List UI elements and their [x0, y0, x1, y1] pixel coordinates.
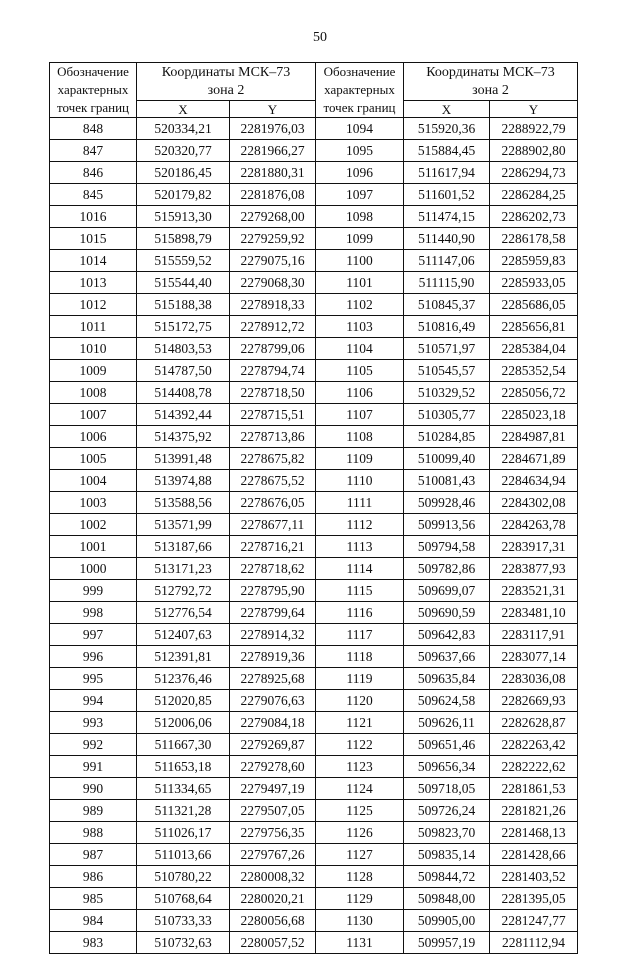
point-id-left: 986: [50, 866, 137, 888]
x-value-left: 513991,48: [137, 448, 230, 470]
point-id-left: 992: [50, 734, 137, 756]
table-row: [50, 382, 578, 404]
table-row: [50, 866, 578, 888]
x-value-right: 510571,97: [404, 338, 490, 360]
x-value-left: 515172,75: [137, 316, 230, 338]
x-value-left: 514803,53: [137, 338, 230, 360]
x-column-header-right: X: [404, 101, 490, 118]
point-id-right: 1122: [316, 734, 404, 756]
point-id-left: 1004: [50, 470, 137, 492]
point-id-right: 1109: [316, 448, 404, 470]
x-value-right: 509651,46: [404, 734, 490, 756]
y-value-left: 2279269,87: [230, 734, 316, 756]
x-value-right: 511147,06: [404, 250, 490, 272]
y-value-left: 2279268,00: [230, 206, 316, 228]
x-value-right: 509905,00: [404, 910, 490, 932]
point-id-left: 845: [50, 184, 137, 206]
designation-line-1: Обозначение: [323, 64, 396, 79]
x-value-right: 510545,57: [404, 360, 490, 382]
x-value-left: 513974,88: [137, 470, 230, 492]
y-value-left: 2278676,05: [230, 492, 316, 514]
point-id-left: 1002: [50, 514, 137, 536]
point-id-right: 1124: [316, 778, 404, 800]
point-id-left: 999: [50, 580, 137, 602]
x-value-left: 512792,72: [137, 580, 230, 602]
y-value-left: 2280020,21: [230, 888, 316, 910]
table-row: [50, 690, 578, 712]
x-value-left: 515559,52: [137, 250, 230, 272]
y-value-right: 2285384,04: [490, 338, 578, 360]
point-id-left: 994: [50, 690, 137, 712]
table-row: [50, 140, 578, 162]
table-row: [50, 580, 578, 602]
table-row: [50, 184, 578, 206]
point-id-right: 1102: [316, 294, 404, 316]
point-id-right: 1115: [316, 580, 404, 602]
y-value-right: 2283117,91: [490, 624, 578, 646]
designation-line-3: точек границ: [56, 100, 130, 115]
point-id-right: 1098: [316, 206, 404, 228]
y-value-right: 2285023,18: [490, 404, 578, 426]
x-value-left: 514787,50: [137, 360, 230, 382]
point-id-left: 988: [50, 822, 137, 844]
y-value-left: 2279756,35: [230, 822, 316, 844]
point-id-right: 1130: [316, 910, 404, 932]
y-value-left: 2278677,11: [230, 514, 316, 536]
point-id-right: 1108: [316, 426, 404, 448]
y-value-left: 2279084,18: [230, 712, 316, 734]
y-value-left: 2278794,74: [230, 360, 316, 382]
point-id-right: 1121: [316, 712, 404, 734]
y-value-left: 2278795,90: [230, 580, 316, 602]
y-value-left: 2278914,32: [230, 624, 316, 646]
x-value-left: 511334,65: [137, 778, 230, 800]
x-value-left: 512020,85: [137, 690, 230, 712]
x-value-left: 511321,28: [137, 800, 230, 822]
table-row: [50, 668, 578, 690]
x-value-left: 513588,56: [137, 492, 230, 514]
point-id-left: 983: [50, 932, 137, 954]
table-row: [50, 888, 578, 910]
table-row: [50, 844, 578, 866]
y-value-right: 2283521,31: [490, 580, 578, 602]
page-number: 50: [313, 30, 327, 45]
y-value-left: 2279278,60: [230, 756, 316, 778]
point-id-left: 995: [50, 668, 137, 690]
point-id-right: 1096: [316, 162, 404, 184]
y-value-right: 2284987,81: [490, 426, 578, 448]
point-id-left: 1015: [50, 228, 137, 250]
point-id-right: 1125: [316, 800, 404, 822]
point-id-right: 1119: [316, 668, 404, 690]
y-value-left: 2278715,51: [230, 404, 316, 426]
table-row: [50, 228, 578, 250]
y-value-right: 2285686,05: [490, 294, 578, 316]
y-value-right: 2284634,94: [490, 470, 578, 492]
point-id-right: 1129: [316, 888, 404, 910]
y-value-right: 2281468,13: [490, 822, 578, 844]
y-value-right: 2282263,42: [490, 734, 578, 756]
point-id-right: 1112: [316, 514, 404, 536]
x-value-left: 510733,33: [137, 910, 230, 932]
x-value-right: 509642,83: [404, 624, 490, 646]
y-value-left: 2280057,52: [230, 932, 316, 954]
x-value-right: 509848,00: [404, 888, 490, 910]
point-id-right: 1116: [316, 602, 404, 624]
point-id-left: 993: [50, 712, 137, 734]
x-value-right: 511474,15: [404, 206, 490, 228]
point-id-left: 1005: [50, 448, 137, 470]
y-value-right: 2281395,05: [490, 888, 578, 910]
x-value-left: 514408,78: [137, 382, 230, 404]
point-id-left: 1012: [50, 294, 137, 316]
point-id-right: 1118: [316, 646, 404, 668]
x-value-left: 512376,46: [137, 668, 230, 690]
y-value-right: 2286178,58: [490, 228, 578, 250]
x-value-left: 520179,82: [137, 184, 230, 206]
point-id-right: 1105: [316, 360, 404, 382]
y-value-right: 2286202,73: [490, 206, 578, 228]
y-value-left: 2278799,06: [230, 338, 316, 360]
point-id-right: 1100: [316, 250, 404, 272]
y-value-left: 2278716,21: [230, 536, 316, 558]
y-value-right: 2285933,05: [490, 272, 578, 294]
y-value-left: 2280056,68: [230, 910, 316, 932]
point-id-left: 1016: [50, 206, 137, 228]
y-value-right: 2283917,31: [490, 536, 578, 558]
y-value-right: 2281428,66: [490, 844, 578, 866]
point-id-left: 848: [50, 118, 137, 140]
point-id-left: 997: [50, 624, 137, 646]
y-value-left: 2278912,72: [230, 316, 316, 338]
y-value-left: 2278925,68: [230, 668, 316, 690]
y-value-right: 2281821,26: [490, 800, 578, 822]
table-row: [50, 272, 578, 294]
x-value-left: 510780,22: [137, 866, 230, 888]
x-value-left: 520186,45: [137, 162, 230, 184]
x-value-left: 515544,40: [137, 272, 230, 294]
y-value-right: 2283877,93: [490, 558, 578, 580]
table-row: [50, 294, 578, 316]
y-value-right: 2281861,53: [490, 778, 578, 800]
table-row: [50, 536, 578, 558]
x-value-right: 510284,85: [404, 426, 490, 448]
table-row: [50, 624, 578, 646]
designation-header-right: [316, 63, 404, 118]
y-value-left: 2281880,31: [230, 162, 316, 184]
x-value-left: 520320,77: [137, 140, 230, 162]
x-value-left: 512391,81: [137, 646, 230, 668]
table-row: [50, 470, 578, 492]
table-row: [50, 602, 578, 624]
y-value-right: 2285056,72: [490, 382, 578, 404]
x-value-left: 511667,30: [137, 734, 230, 756]
x-value-right: 509626,11: [404, 712, 490, 734]
point-id-left: 846: [50, 162, 137, 184]
table-row: [50, 206, 578, 228]
x-value-right: 509844,72: [404, 866, 490, 888]
x-value-left: 511026,17: [137, 822, 230, 844]
point-id-right: 1111: [316, 492, 404, 514]
coords-header-right: [404, 63, 578, 101]
point-id-left: 847: [50, 140, 137, 162]
table-row: [50, 822, 578, 844]
y-value-left: 2278918,33: [230, 294, 316, 316]
y-value-left: 2279068,30: [230, 272, 316, 294]
x-value-left: 520334,21: [137, 118, 230, 140]
x-value-right: 511115,90: [404, 272, 490, 294]
point-id-right: 1117: [316, 624, 404, 646]
x-value-right: 515920,36: [404, 118, 490, 140]
y-value-right: 2286284,25: [490, 184, 578, 206]
point-id-left: 984: [50, 910, 137, 932]
y-value-right: 2282669,93: [490, 690, 578, 712]
x-value-left: 515898,79: [137, 228, 230, 250]
x-value-right: 510081,43: [404, 470, 490, 492]
y-value-left: 2280008,32: [230, 866, 316, 888]
table-row: [50, 734, 578, 756]
y-value-right: 2284671,89: [490, 448, 578, 470]
x-value-left: 513171,23: [137, 558, 230, 580]
x-value-right: 509835,14: [404, 844, 490, 866]
x-column-header-left: X: [137, 101, 230, 118]
point-id-right: 1128: [316, 866, 404, 888]
y-value-left: 2278718,50: [230, 382, 316, 404]
x-value-right: 509726,24: [404, 800, 490, 822]
point-id-left: 1009: [50, 360, 137, 382]
y-value-left: 2279507,05: [230, 800, 316, 822]
y-value-left: 2279497,19: [230, 778, 316, 800]
point-id-left: 1001: [50, 536, 137, 558]
x-value-left: 513187,66: [137, 536, 230, 558]
y-column-header-right: Y: [490, 101, 578, 118]
point-id-right: 1110: [316, 470, 404, 492]
x-value-left: 515188,38: [137, 294, 230, 316]
x-value-right: 510099,40: [404, 448, 490, 470]
point-id-left: 1010: [50, 338, 137, 360]
point-id-left: 990: [50, 778, 137, 800]
point-id-left: 1003: [50, 492, 137, 514]
table-row: [50, 316, 578, 338]
x-value-left: 510768,64: [137, 888, 230, 910]
table-row: [50, 162, 578, 184]
y-value-left: 2281976,03: [230, 118, 316, 140]
x-value-right: 509690,59: [404, 602, 490, 624]
table-row: [50, 756, 578, 778]
y-value-left: 2278919,36: [230, 646, 316, 668]
y-value-right: 2285959,83: [490, 250, 578, 272]
table-row: [50, 338, 578, 360]
x-value-left: 511653,18: [137, 756, 230, 778]
point-id-left: 989: [50, 800, 137, 822]
x-value-left: 512776,54: [137, 602, 230, 624]
y-value-right: 2282628,87: [490, 712, 578, 734]
point-id-right: 1104: [316, 338, 404, 360]
x-value-left: 511013,66: [137, 844, 230, 866]
y-value-left: 2279076,63: [230, 690, 316, 712]
y-value-right: 2285656,81: [490, 316, 578, 338]
y-value-right: 2284302,08: [490, 492, 578, 514]
point-id-left: 998: [50, 602, 137, 624]
x-value-right: 509823,70: [404, 822, 490, 844]
point-id-right: 1114: [316, 558, 404, 580]
x-value-left: 513571,99: [137, 514, 230, 536]
x-value-left: 512006,06: [137, 712, 230, 734]
designation-line-3: точек границ: [323, 100, 396, 115]
point-id-right: 1107: [316, 404, 404, 426]
point-id-right: 1094: [316, 118, 404, 140]
point-id-left: 1007: [50, 404, 137, 426]
x-value-right: 509782,86: [404, 558, 490, 580]
y-value-left: 2278713,86: [230, 426, 316, 448]
table-row: [50, 646, 578, 668]
point-id-left: 985: [50, 888, 137, 910]
table-row: [50, 712, 578, 734]
table-row: [50, 932, 578, 954]
y-value-right: 2288902,80: [490, 140, 578, 162]
coords-header-line-1: Координаты МСК–73: [161, 64, 291, 80]
y-value-right: 2283077,14: [490, 646, 578, 668]
point-id-left: 996: [50, 646, 137, 668]
designation-line-2: характерных: [324, 82, 395, 97]
y-value-left: 2281966,27: [230, 140, 316, 162]
x-value-right: 509699,07: [404, 580, 490, 602]
coords-header-line-1: Координаты МСК–73: [426, 64, 555, 80]
coords-header-line-2: зона 2: [472, 82, 509, 98]
x-value-left: 514375,92: [137, 426, 230, 448]
y-value-left: 2278675,52: [230, 470, 316, 492]
y-value-left: 2279259,92: [230, 228, 316, 250]
table-row: [50, 910, 578, 932]
x-value-left: 514392,44: [137, 404, 230, 426]
x-value-left: 515913,30: [137, 206, 230, 228]
point-id-right: 1101: [316, 272, 404, 294]
y-value-right: 2281247,77: [490, 910, 578, 932]
y-value-right: 2284263,78: [490, 514, 578, 536]
point-id-left: 1014: [50, 250, 137, 272]
y-value-right: 2283036,08: [490, 668, 578, 690]
x-value-right: 509656,34: [404, 756, 490, 778]
table-row: [50, 426, 578, 448]
point-id-left: 1008: [50, 382, 137, 404]
x-value-right: 510329,52: [404, 382, 490, 404]
table-row: [50, 360, 578, 382]
table-row: [50, 558, 578, 580]
coordinates-table: [49, 62, 578, 954]
x-value-right: 509913,56: [404, 514, 490, 536]
x-value-right: 509718,05: [404, 778, 490, 800]
x-value-right: 510816,49: [404, 316, 490, 338]
table-row: [50, 778, 578, 800]
x-value-right: 509637,66: [404, 646, 490, 668]
coords-header-left: [137, 63, 316, 101]
y-value-left: 2279767,26: [230, 844, 316, 866]
point-id-left: 991: [50, 756, 137, 778]
point-id-left: 987: [50, 844, 137, 866]
point-id-right: 1095: [316, 140, 404, 162]
table-row: [50, 404, 578, 426]
y-value-right: 2281403,52: [490, 866, 578, 888]
y-value-left: 2278718,62: [230, 558, 316, 580]
x-value-right: 515884,45: [404, 140, 490, 162]
x-value-right: 509635,84: [404, 668, 490, 690]
point-id-right: 1120: [316, 690, 404, 712]
point-id-right: 1127: [316, 844, 404, 866]
x-value-right: 510305,77: [404, 404, 490, 426]
y-value-right: 2282222,62: [490, 756, 578, 778]
point-id-right: 1131: [316, 932, 404, 954]
x-value-right: 510845,37: [404, 294, 490, 316]
y-value-right: 2285352,54: [490, 360, 578, 382]
point-id-right: 1099: [316, 228, 404, 250]
y-value-right: 2283481,10: [490, 602, 578, 624]
table-body: [50, 118, 578, 954]
coords-header-line-2: зона 2: [207, 82, 245, 98]
point-id-left: 1006: [50, 426, 137, 448]
point-id-right: 1103: [316, 316, 404, 338]
x-value-right: 511617,94: [404, 162, 490, 184]
x-value-right: 509624,58: [404, 690, 490, 712]
x-value-right: 509794,58: [404, 536, 490, 558]
x-value-right: 509928,46: [404, 492, 490, 514]
x-value-right: 511601,52: [404, 184, 490, 206]
point-id-left: 1013: [50, 272, 137, 294]
x-value-left: 510732,63: [137, 932, 230, 954]
designation-line-2: характерных: [57, 82, 129, 97]
designation-header-left: [50, 63, 137, 118]
table-row: [50, 800, 578, 822]
point-id-right: 1097: [316, 184, 404, 206]
y-value-right: 2288922,79: [490, 118, 578, 140]
point-id-right: 1113: [316, 536, 404, 558]
y-value-right: 2286294,73: [490, 162, 578, 184]
y-value-right: 2281112,94: [490, 932, 578, 954]
designation-line-1: Обозначение: [57, 64, 129, 79]
y-value-left: 2279075,16: [230, 250, 316, 272]
y-value-left: 2278675,82: [230, 448, 316, 470]
x-value-left: 512407,63: [137, 624, 230, 646]
point-id-right: 1123: [316, 756, 404, 778]
table-row: [50, 250, 578, 272]
y-value-left: 2281876,08: [230, 184, 316, 206]
x-value-right: 509957,19: [404, 932, 490, 954]
table-row: [50, 514, 578, 536]
point-id-left: 1011: [50, 316, 137, 338]
y-value-left: 2278799,64: [230, 602, 316, 624]
point-id-left: 1000: [50, 558, 137, 580]
point-id-right: 1106: [316, 382, 404, 404]
point-id-right: 1126: [316, 822, 404, 844]
table-row: [50, 448, 578, 470]
x-value-right: 511440,90: [404, 228, 490, 250]
table-row: [50, 118, 578, 140]
table-row: [50, 492, 578, 514]
y-column-header-left: Y: [230, 101, 316, 118]
